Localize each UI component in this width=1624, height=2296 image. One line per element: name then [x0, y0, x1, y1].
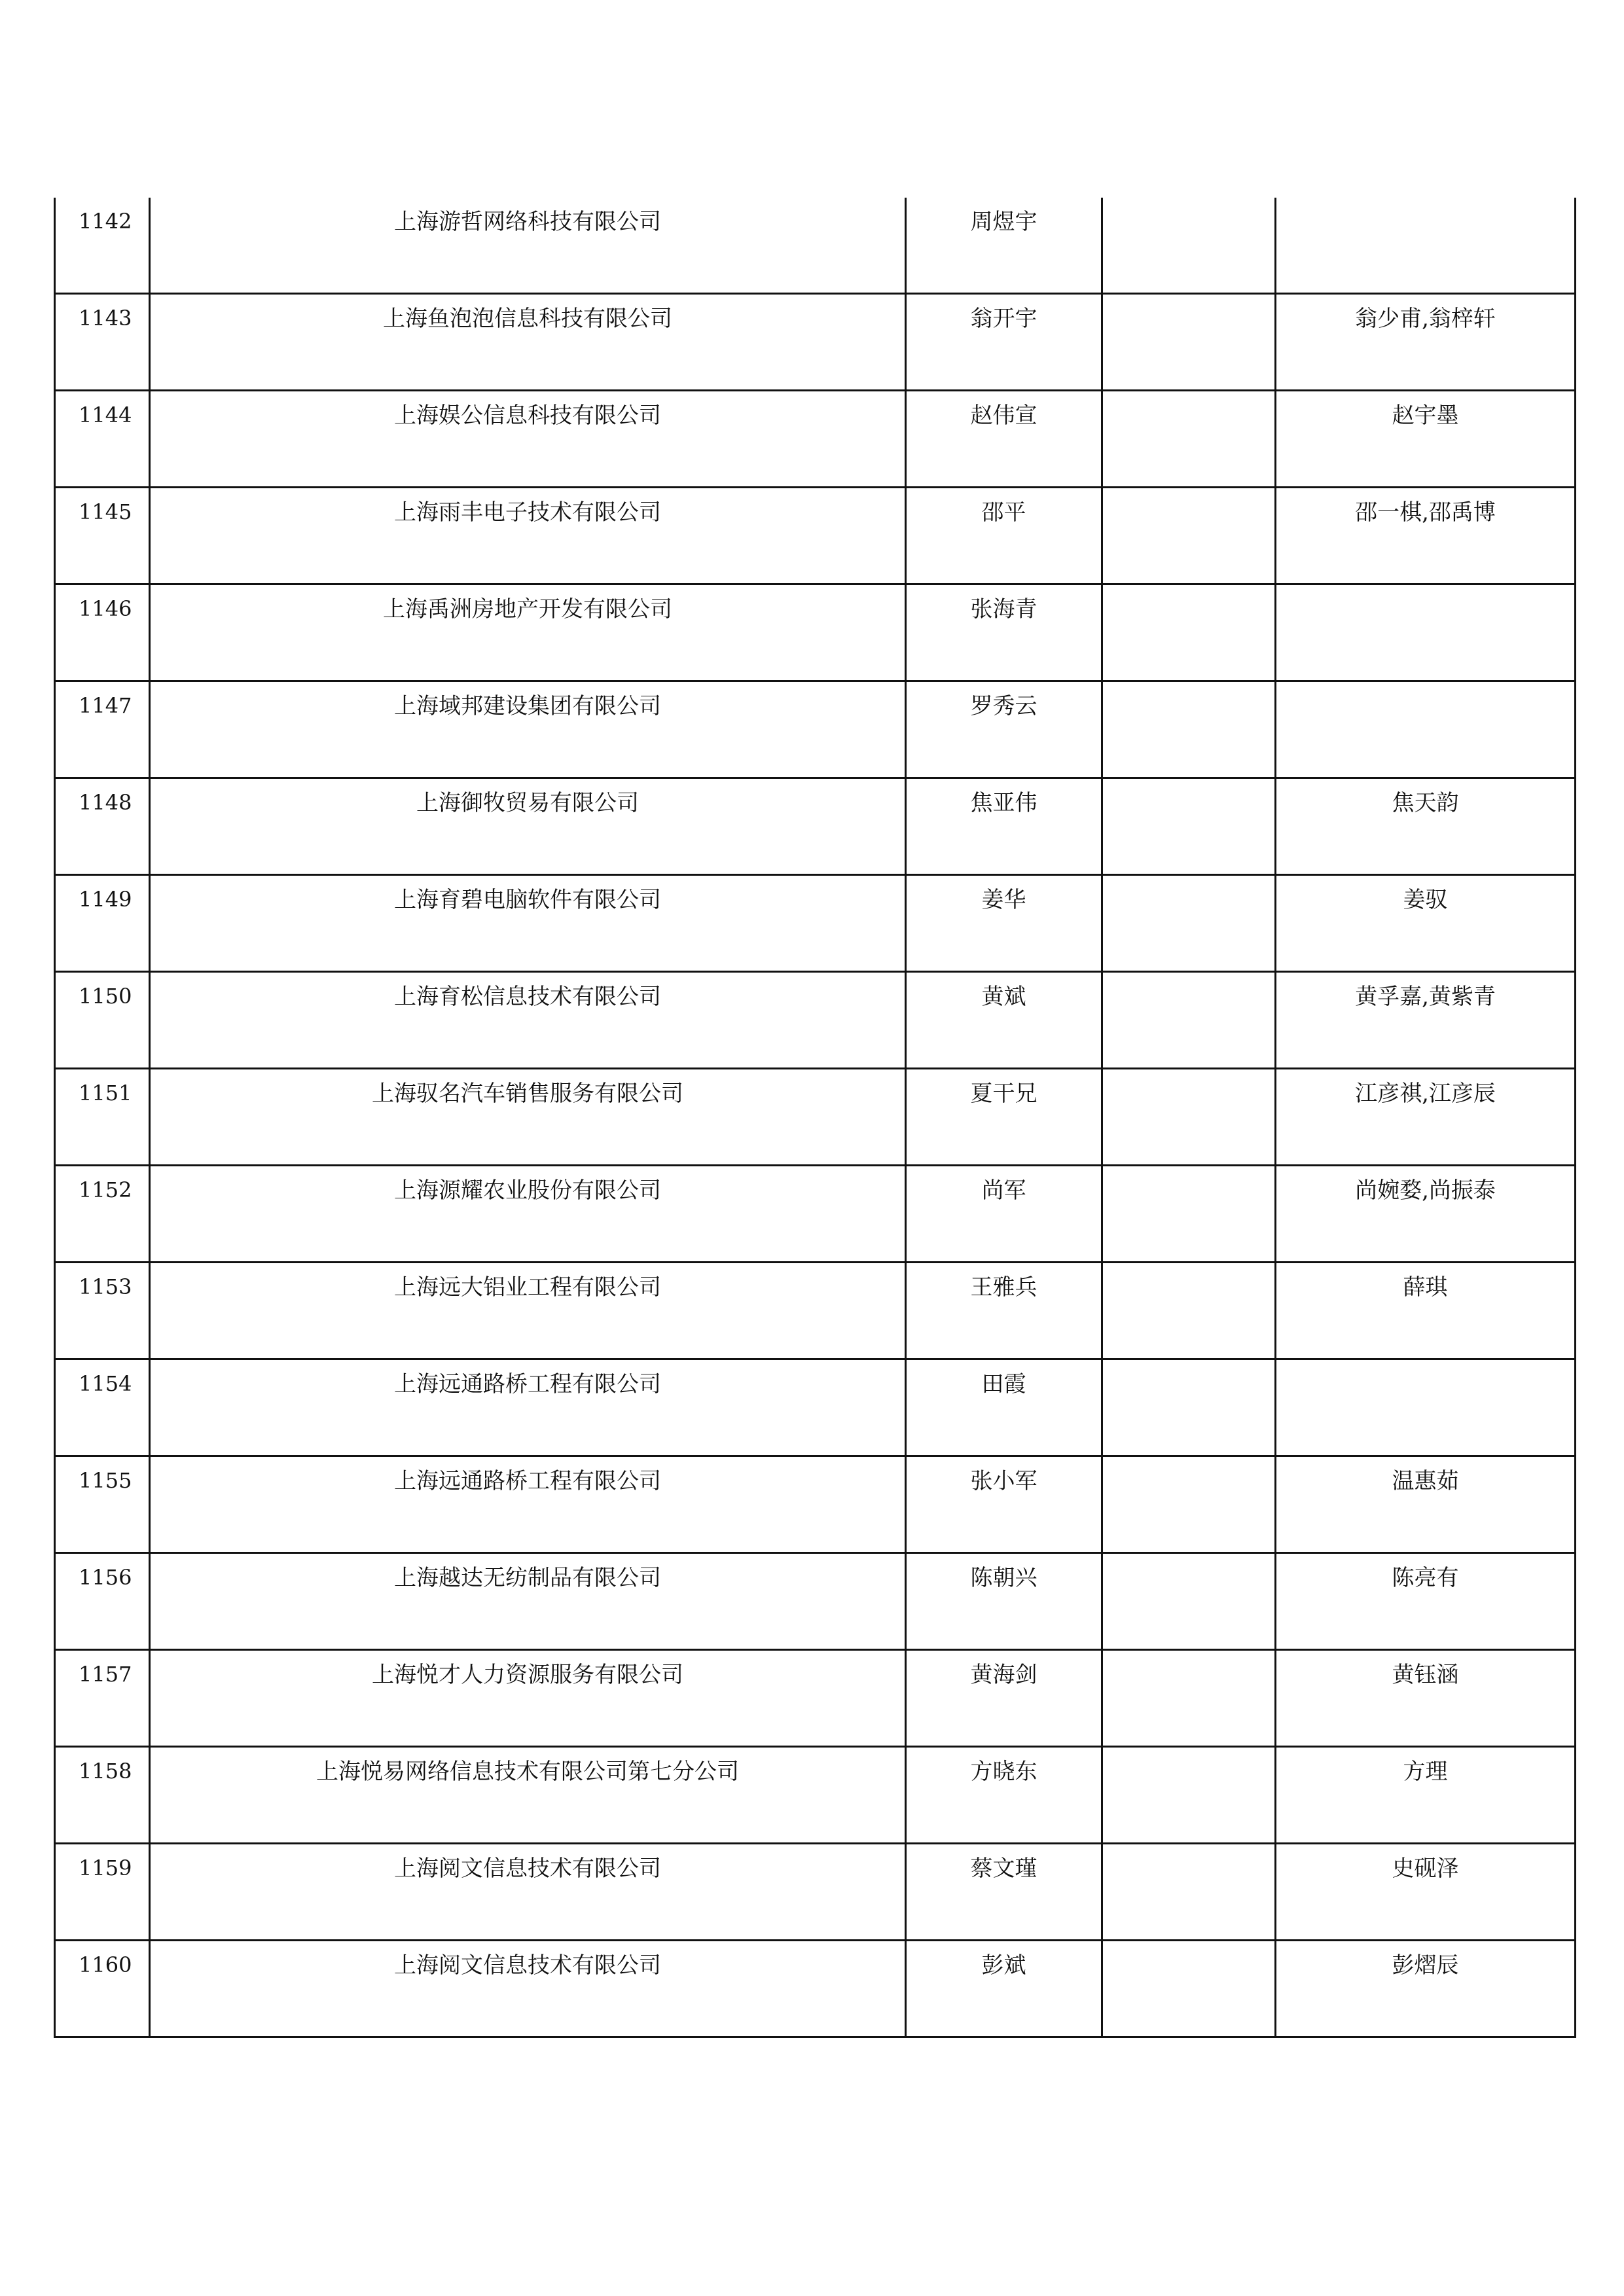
family-cell — [1276, 198, 1576, 294]
row-number-cell — [55, 1359, 150, 1456]
person-cell — [906, 1553, 1102, 1650]
table-row — [55, 488, 1576, 584]
person-name: 赵伟宣 — [970, 403, 1038, 429]
row-number: 1150 — [79, 984, 132, 1009]
table-row — [55, 198, 1576, 294]
family-names: 焦天韵 — [1392, 790, 1459, 816]
family-cell — [1276, 972, 1576, 1069]
company-name: 上海远大铝业工程有限公司 — [394, 1274, 661, 1300]
empty-value — [1103, 1069, 1274, 1083]
family-cell — [1276, 1941, 1576, 2037]
empty-cell — [1102, 391, 1276, 488]
person-cell — [906, 1844, 1102, 1941]
company-cell — [150, 1553, 906, 1650]
company-name: 上海娱公信息科技有限公司 — [394, 403, 661, 429]
company-cell — [150, 1359, 906, 1456]
person-cell — [906, 1359, 1102, 1456]
empty-value — [1103, 1844, 1274, 1857]
family-cell — [1276, 584, 1576, 681]
row-number: 1159 — [79, 1856, 132, 1880]
registry-table-frame — [54, 198, 1574, 2038]
family-cell — [1276, 294, 1576, 391]
family-cell — [1276, 1166, 1576, 1263]
table-row — [55, 1263, 1576, 1359]
company-name: 上海育碧电脑软件有限公司 — [394, 887, 661, 913]
row-number: 1143 — [79, 306, 132, 331]
person-name: 方晓东 — [970, 1759, 1038, 1785]
empty-cell — [1102, 198, 1276, 294]
empty-cell — [1102, 1941, 1276, 2037]
row-number-cell — [55, 875, 150, 972]
person-name: 陈朝兴 — [970, 1565, 1038, 1591]
family-cell — [1276, 875, 1576, 972]
table-row — [55, 1069, 1576, 1166]
empty-value — [1103, 585, 1274, 598]
row-number-cell — [55, 778, 150, 875]
family-names — [1276, 585, 1574, 598]
empty-value — [1103, 779, 1274, 792]
row-number: 1145 — [79, 499, 132, 524]
company-name: 上海悦易网络信息技术有限公司第七分公司 — [316, 1759, 739, 1785]
person-cell — [906, 584, 1102, 681]
row-number: 1144 — [79, 403, 132, 427]
row-number: 1154 — [79, 1371, 132, 1396]
family-names: 邵一棋,邵禹博 — [1355, 499, 1496, 526]
family-cell — [1276, 1747, 1576, 1844]
empty-value — [1103, 1360, 1274, 1373]
company-cell — [150, 681, 906, 778]
person-cell — [906, 198, 1102, 294]
family-cell — [1276, 1650, 1576, 1747]
empty-cell — [1102, 778, 1276, 875]
row-number-cell — [55, 584, 150, 681]
family-names — [1276, 198, 1574, 211]
table-row — [55, 778, 1576, 875]
table-row — [55, 875, 1576, 972]
person-cell — [906, 1650, 1102, 1747]
company-name: 上海阅文信息技术有限公司 — [394, 1856, 661, 1882]
person-name: 蔡文瑾 — [970, 1856, 1038, 1882]
row-number-cell — [55, 391, 150, 488]
person-cell — [906, 1941, 1102, 2037]
row-number: 1152 — [79, 1177, 132, 1202]
row-number: 1147 — [79, 693, 132, 718]
person-cell — [906, 391, 1102, 488]
company-name: 上海育松信息技术有限公司 — [394, 984, 661, 1010]
company-name: 上海远通路桥工程有限公司 — [394, 1468, 661, 1494]
family-cell — [1276, 1844, 1576, 1941]
family-cell — [1276, 778, 1576, 875]
empty-value — [1103, 1748, 1274, 1761]
empty-cell — [1102, 1650, 1276, 1747]
empty-value — [1103, 1166, 1274, 1179]
family-names: 史砚泽 — [1392, 1856, 1459, 1882]
person-cell — [906, 778, 1102, 875]
empty-value — [1103, 682, 1274, 695]
empty-cell — [1102, 584, 1276, 681]
person-name: 彭斌 — [981, 1952, 1026, 1979]
row-number: 1153 — [79, 1274, 132, 1299]
company-cell — [150, 1747, 906, 1844]
person-name: 姜华 — [981, 887, 1026, 913]
row-number-cell — [55, 1069, 150, 1166]
empty-value — [1103, 1554, 1274, 1567]
empty-value — [1103, 198, 1274, 211]
table-body — [55, 198, 1576, 2037]
person-cell — [906, 1166, 1102, 1263]
company-cell — [150, 584, 906, 681]
empty-value — [1103, 1651, 1274, 1664]
company-name: 上海源耀农业股份有限公司 — [394, 1177, 661, 1204]
empty-cell — [1102, 972, 1276, 1069]
company-cell — [150, 972, 906, 1069]
person-cell — [906, 488, 1102, 584]
table-row — [55, 1553, 1576, 1650]
person-name: 黄海剑 — [970, 1662, 1038, 1688]
company-name: 上海域邦建设集团有限公司 — [394, 693, 661, 719]
company-cell — [150, 875, 906, 972]
row-number-cell — [55, 1553, 150, 1650]
table-row — [55, 1941, 1576, 2037]
family-cell — [1276, 1069, 1576, 1166]
empty-value — [1103, 876, 1274, 889]
row-number: 1160 — [79, 1952, 132, 1977]
table-row — [55, 1359, 1576, 1456]
person-cell — [906, 1747, 1102, 1844]
row-number: 1149 — [79, 887, 132, 912]
family-cell — [1276, 681, 1576, 778]
person-cell — [906, 972, 1102, 1069]
table-row — [55, 584, 1576, 681]
person-cell — [906, 681, 1102, 778]
table-row — [55, 681, 1576, 778]
row-number: 1157 — [79, 1662, 132, 1687]
empty-cell — [1102, 681, 1276, 778]
row-number-cell — [55, 1844, 150, 1941]
person-cell — [906, 1456, 1102, 1553]
row-number-cell — [55, 294, 150, 391]
company-name: 上海远通路桥工程有限公司 — [394, 1371, 661, 1397]
row-number-cell — [55, 1747, 150, 1844]
person-name: 邵平 — [981, 499, 1026, 526]
company-name: 上海御牧贸易有限公司 — [416, 790, 639, 816]
family-names — [1276, 1360, 1574, 1373]
family-names: 尚婉婺,尚振泰 — [1355, 1177, 1496, 1204]
table-row — [55, 1650, 1576, 1747]
family-names: 温惠茹 — [1392, 1468, 1459, 1494]
empty-cell — [1102, 1553, 1276, 1650]
person-name: 罗秀云 — [970, 693, 1038, 719]
registry-table — [54, 198, 1576, 2038]
family-names: 江彦祺,江彦辰 — [1355, 1081, 1496, 1107]
row-number: 1148 — [79, 790, 132, 815]
company-cell — [150, 1069, 906, 1166]
row-number: 1156 — [79, 1565, 132, 1590]
family-names: 方理 — [1403, 1759, 1448, 1785]
company-cell — [150, 1456, 906, 1553]
company-cell — [150, 1941, 906, 2037]
empty-cell — [1102, 1359, 1276, 1456]
row-number-cell — [55, 681, 150, 778]
person-name: 翁开宇 — [970, 306, 1038, 332]
family-cell — [1276, 488, 1576, 584]
company-name: 上海越达无纺制品有限公司 — [394, 1565, 661, 1591]
table-row — [55, 1844, 1576, 1941]
family-cell — [1276, 391, 1576, 488]
row-number-cell — [55, 972, 150, 1069]
family-names: 翁少甫,翁梓轩 — [1355, 306, 1496, 332]
table-row — [55, 1166, 1576, 1263]
person-name: 黄斌 — [981, 984, 1026, 1010]
person-cell — [906, 1263, 1102, 1359]
row-number-cell — [55, 1941, 150, 2037]
empty-cell — [1102, 1069, 1276, 1166]
table-row — [55, 391, 1576, 488]
row-number: 1142 — [79, 209, 132, 234]
empty-value — [1103, 973, 1274, 986]
family-names: 赵宇墨 — [1392, 403, 1459, 429]
company-cell — [150, 1263, 906, 1359]
family-cell — [1276, 1553, 1576, 1650]
person-name: 焦亚伟 — [970, 790, 1038, 816]
row-number-cell — [55, 1166, 150, 1263]
company-name: 上海鱼泡泡信息科技有限公司 — [383, 306, 672, 332]
empty-value — [1103, 391, 1274, 404]
empty-cell — [1102, 1844, 1276, 1941]
person-name: 张小军 — [970, 1468, 1038, 1494]
empty-cell — [1102, 1747, 1276, 1844]
company-cell — [150, 488, 906, 584]
table-row — [55, 972, 1576, 1069]
person-cell — [906, 294, 1102, 391]
person-cell — [906, 875, 1102, 972]
empty-value — [1103, 488, 1274, 501]
company-name: 上海禹洲房地产开发有限公司 — [383, 596, 672, 622]
person-name: 周煜宇 — [970, 209, 1038, 235]
family-cell — [1276, 1359, 1576, 1456]
table-row — [55, 1747, 1576, 1844]
family-names: 姜驭 — [1403, 887, 1448, 913]
company-cell — [150, 198, 906, 294]
person-name: 尚军 — [981, 1177, 1026, 1204]
company-cell — [150, 391, 906, 488]
empty-value — [1103, 1457, 1274, 1470]
company-cell — [150, 1166, 906, 1263]
family-names: 陈亮有 — [1392, 1565, 1459, 1591]
row-number: 1155 — [79, 1468, 132, 1493]
person-name: 王雅兵 — [970, 1274, 1038, 1300]
empty-cell — [1102, 1456, 1276, 1553]
row-number: 1146 — [79, 596, 132, 621]
table-row — [55, 294, 1576, 391]
empty-cell — [1102, 294, 1276, 391]
person-name: 张海青 — [970, 596, 1038, 622]
company-name: 上海阅文信息技术有限公司 — [394, 1952, 661, 1979]
company-name: 上海游哲网络科技有限公司 — [394, 209, 661, 235]
company-cell — [150, 294, 906, 391]
company-cell — [150, 1650, 906, 1747]
company-name: 上海悦才人力资源服务有限公司 — [372, 1662, 683, 1688]
row-number-cell — [55, 488, 150, 584]
family-names: 彭熠辰 — [1392, 1952, 1459, 1979]
row-number-cell — [55, 1456, 150, 1553]
family-names — [1276, 682, 1574, 695]
company-cell — [150, 778, 906, 875]
family-cell — [1276, 1263, 1576, 1359]
empty-cell — [1102, 488, 1276, 584]
empty-value — [1103, 1941, 1274, 1954]
table-row — [55, 1456, 1576, 1553]
empty-cell — [1102, 875, 1276, 972]
family-names: 黄钰涵 — [1392, 1662, 1459, 1688]
company-name: 上海雨丰电子技术有限公司 — [394, 499, 661, 526]
row-number-cell — [55, 198, 150, 294]
person-cell — [906, 1069, 1102, 1166]
row-number: 1151 — [79, 1081, 132, 1105]
row-number-cell — [55, 1263, 150, 1359]
empty-cell — [1102, 1166, 1276, 1263]
empty-cell — [1102, 1263, 1276, 1359]
row-number: 1158 — [79, 1759, 132, 1784]
family-cell — [1276, 1456, 1576, 1553]
company-cell — [150, 1844, 906, 1941]
empty-value — [1103, 1263, 1274, 1276]
person-name: 夏干兄 — [970, 1081, 1038, 1107]
row-number-cell — [55, 1650, 150, 1747]
family-names: 黄孚嘉,黄紫青 — [1355, 984, 1496, 1010]
empty-value — [1103, 295, 1274, 308]
person-name: 田霞 — [981, 1371, 1026, 1397]
family-names: 薛琪 — [1403, 1274, 1448, 1300]
company-name: 上海驭名汽车销售服务有限公司 — [372, 1081, 683, 1107]
